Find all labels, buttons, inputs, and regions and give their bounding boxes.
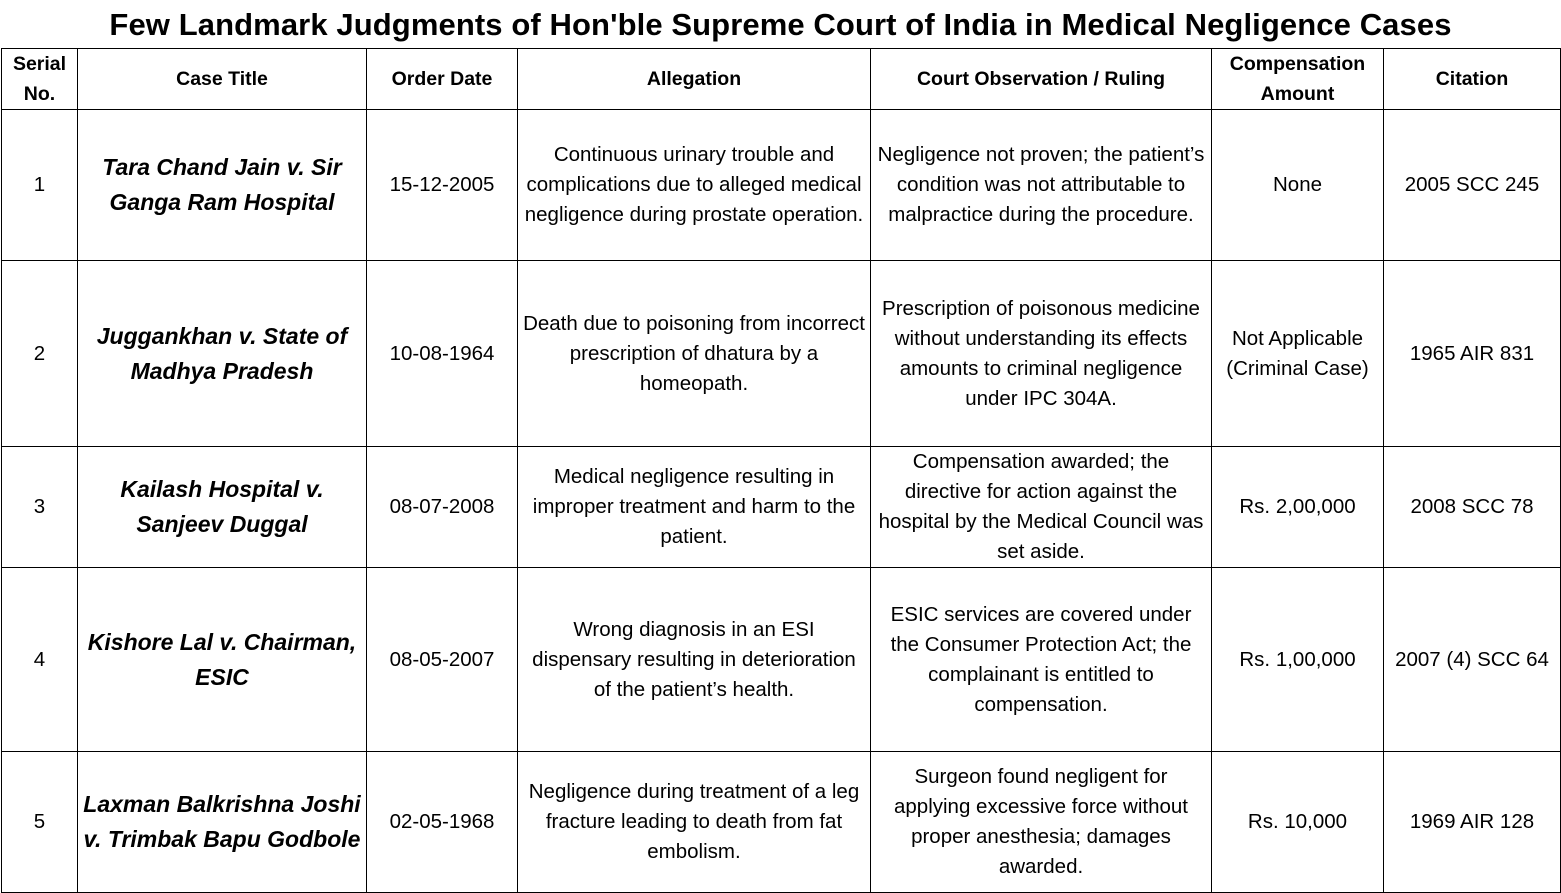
cell-allegation: Death due to poisoning from incorrect prescription of dhatura by a homeopath.	[518, 261, 871, 447]
cell-compensation: Rs. 2,00,000	[1212, 447, 1384, 568]
table-row	[2, 261, 1561, 447]
table-row	[2, 110, 1561, 261]
cell-citation: 2008 SCC 78	[1384, 447, 1561, 568]
cell-ruling: Negligence not proven; the patient’s condition was not attributable to malpractice during the procedure.	[871, 110, 1212, 261]
cell-compensation: Not Applicable (Criminal Case)	[1212, 261, 1384, 447]
judgments-table	[1, 48, 1561, 893]
cell-ruling: Prescription of poisonous medicine without understanding its effects amounts to criminal negligence under IPC 304A.	[871, 261, 1212, 447]
cell-allegation: Continuous urinary trouble and complications due to alleged medical negligence during prostate operation.	[518, 110, 871, 261]
table-row	[2, 447, 1561, 568]
cell-compensation: None	[1212, 110, 1384, 261]
header-ruling: Court Observation / Ruling	[871, 49, 1212, 110]
cell-case-title: Kailash Hospital v. Sanjeev Duggal	[78, 447, 367, 568]
cell-case-title: Kishore Lal v. Chairman, ESIC	[78, 568, 367, 752]
header-compensation: Compensation Amount	[1212, 49, 1384, 110]
table-row	[2, 568, 1561, 752]
cell-case-title: Tara Chand Jain v. Sir Ganga Ram Hospital	[78, 110, 367, 261]
cell-order-date: 08-07-2008	[367, 447, 518, 568]
cell-compensation: Rs. 10,000	[1212, 752, 1384, 893]
table-row	[2, 752, 1561, 893]
cell-order-date: 02-05-1968	[367, 752, 518, 893]
header-allegation: Allegation	[518, 49, 871, 110]
cell-case-title: Juggankhan v. State of Madhya Pradesh	[78, 261, 367, 447]
cell-order-date: 10-08-1964	[367, 261, 518, 447]
cell-citation: 1965 AIR 831	[1384, 261, 1561, 447]
cell-serial: 4	[2, 568, 78, 752]
cell-serial: 2	[2, 261, 78, 447]
header-order-date: Order Date	[367, 49, 518, 110]
cell-citation: 2005 SCC 245	[1384, 110, 1561, 261]
cell-citation: 1969 AIR 128	[1384, 752, 1561, 893]
cell-serial: 1	[2, 110, 78, 261]
cell-order-date: 08-05-2007	[367, 568, 518, 752]
header-case-title: Case Title	[78, 49, 367, 110]
cell-ruling: Compensation awarded; the directive for action against the hospital by the Medical Council was set aside.	[871, 447, 1212, 568]
header-serial: Serial No.	[2, 49, 78, 110]
cell-case-title: Laxman Balkrishna Joshi v. Trimbak Bapu Godbole	[78, 752, 367, 893]
cell-compensation: Rs. 1,00,000	[1212, 568, 1384, 752]
page-title: Few Landmark Judgments of Hon'ble Supreme Court of India in Medical Negligence Cases	[109, 7, 1452, 42]
cell-serial: 3	[2, 447, 78, 568]
cell-serial: 5	[2, 752, 78, 893]
cell-allegation: Medical negligence resulting in improper treatment and harm to the patient.	[518, 447, 871, 568]
cell-allegation: Wrong diagnosis in an ESI dispensary resulting in deterioration of the patient’s health.	[518, 568, 871, 752]
cell-citation: 2007 (4) SCC 64	[1384, 568, 1561, 752]
table-header-row	[2, 49, 1561, 110]
header-citation: Citation	[1384, 49, 1561, 110]
cell-allegation: Negligence during treatment of a leg fracture leading to death from fat embolism.	[518, 752, 871, 893]
cell-order-date: 15-12-2005	[367, 110, 518, 261]
cell-ruling: Surgeon found negligent for applying excessive force without proper anesthesia; damages awarded.	[871, 752, 1212, 893]
cell-ruling: ESIC services are covered under the Consumer Protection Act; the complainant is entitled to compensation.	[871, 568, 1212, 752]
